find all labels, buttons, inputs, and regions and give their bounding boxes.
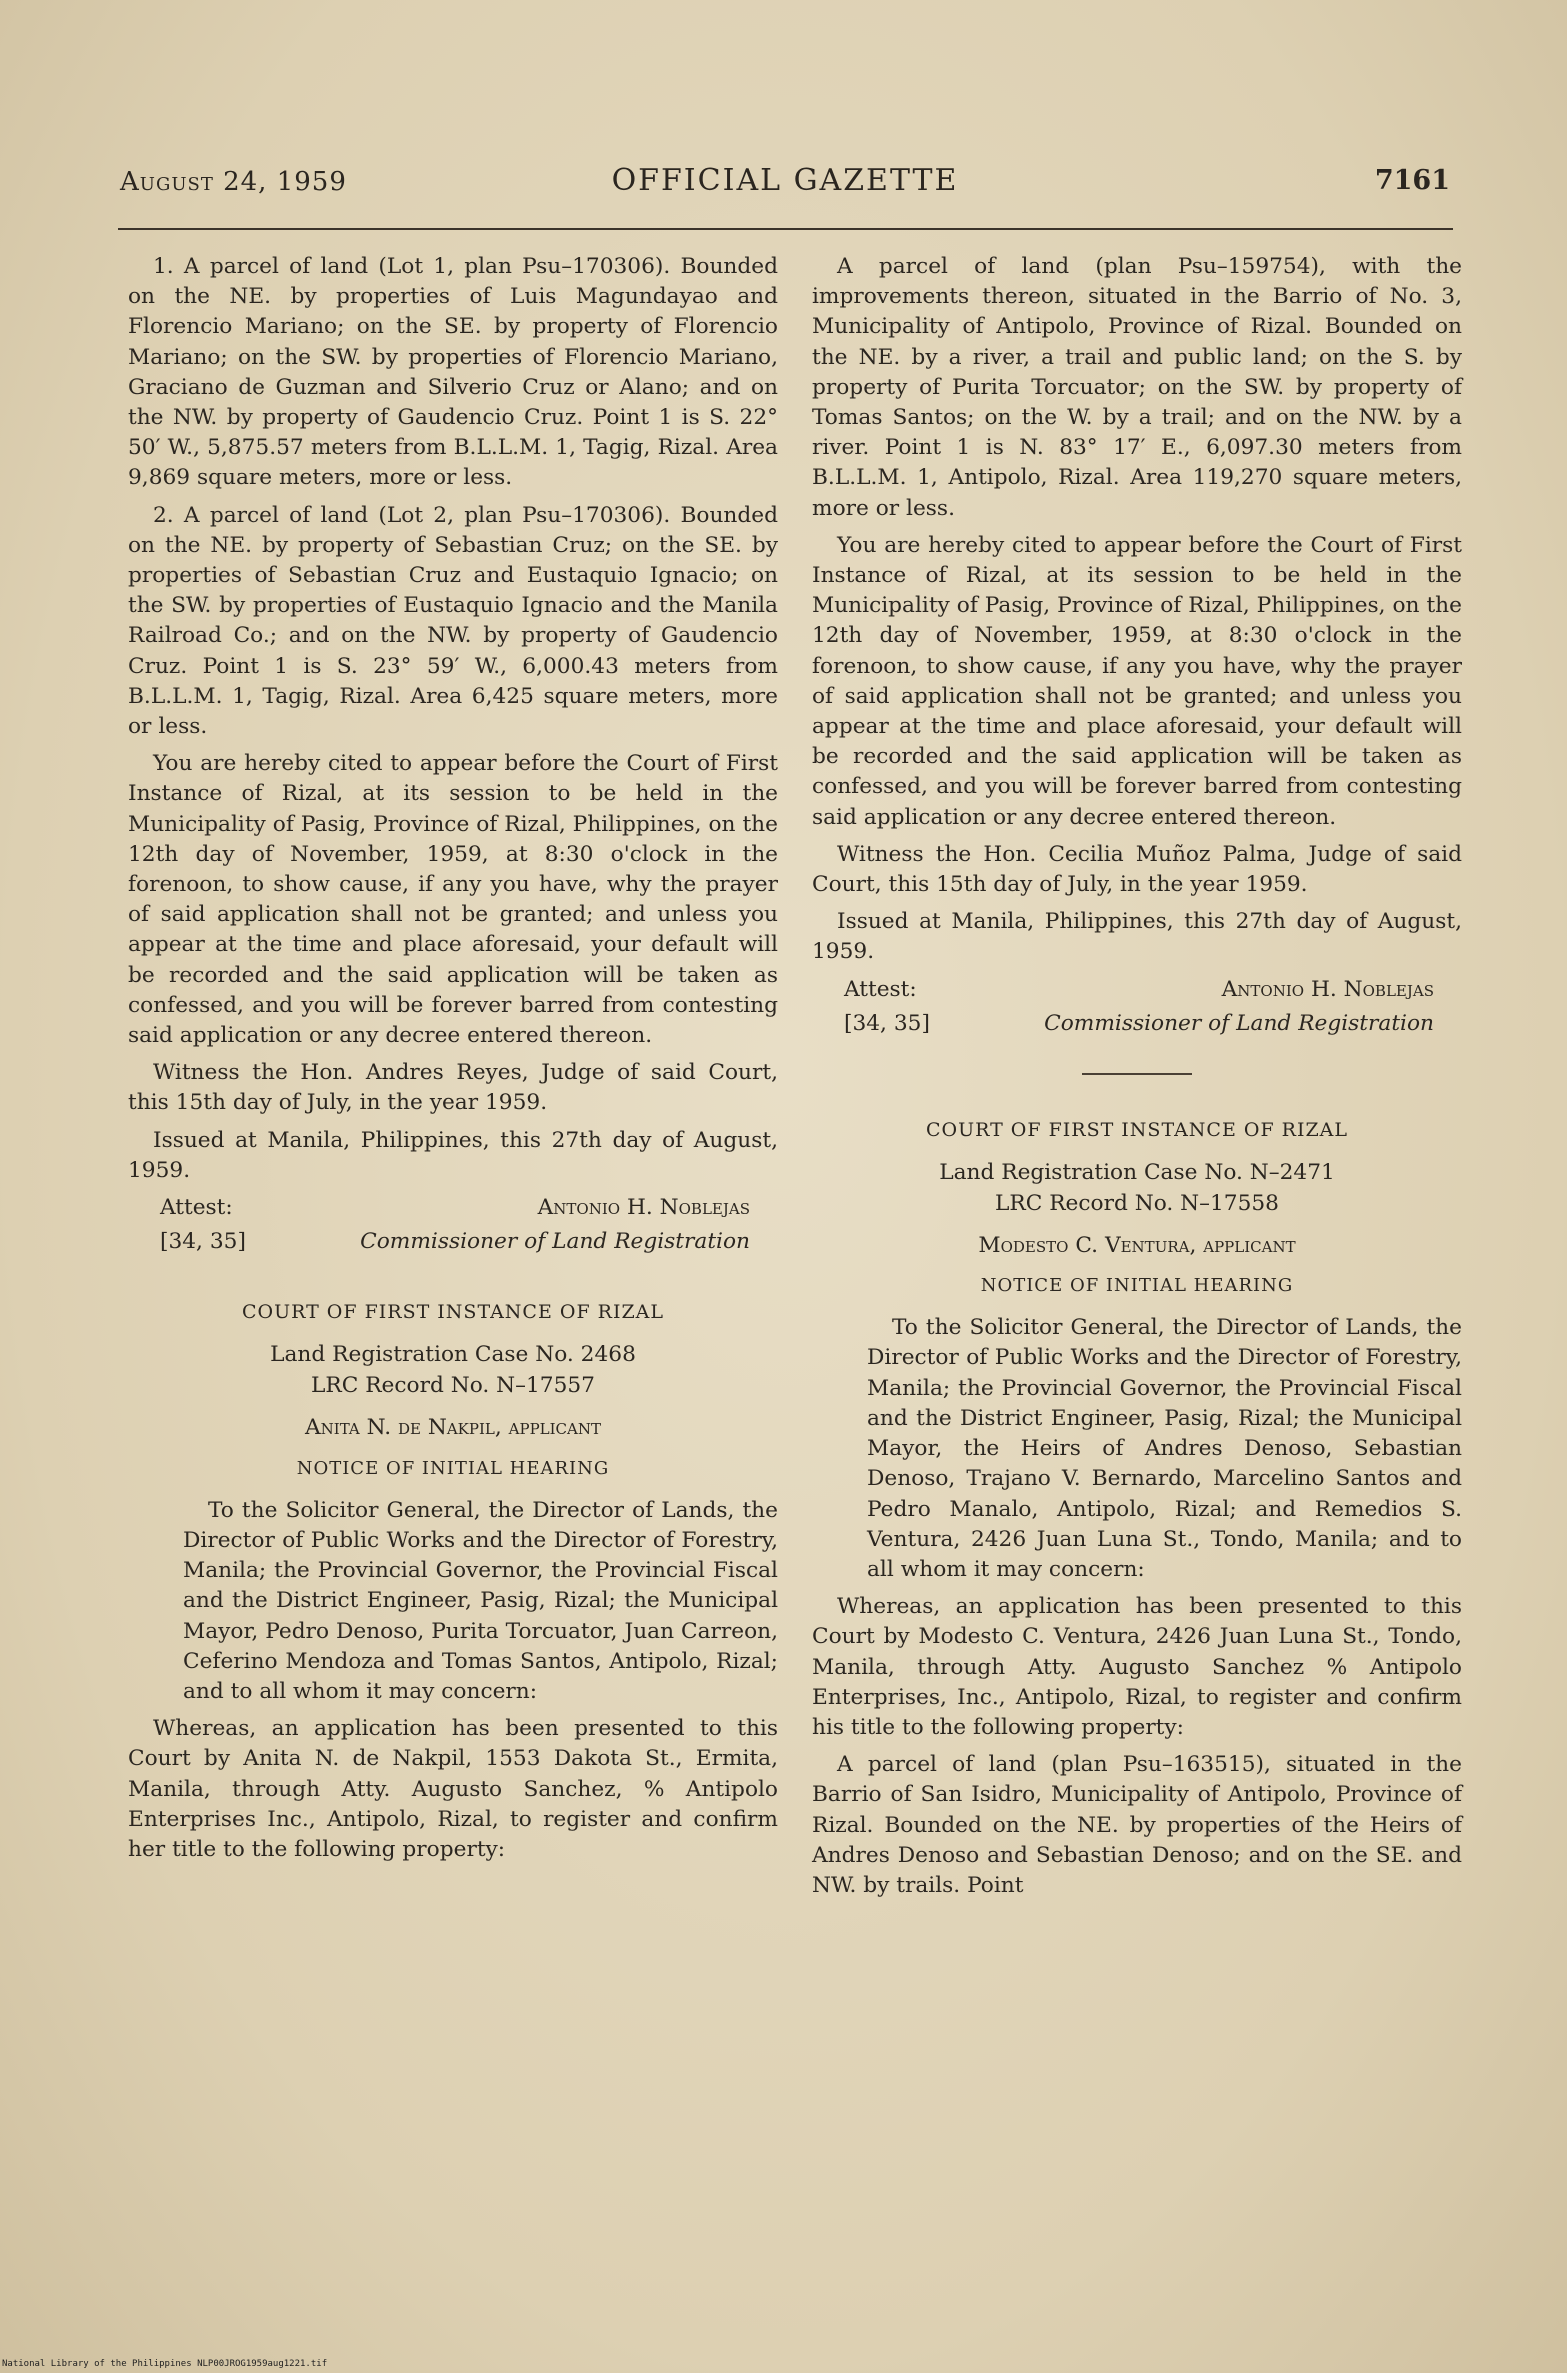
citation-paragraph: You are hereby cited to appear before the Court of First Instance of Rizal, at its session to be held in the Municipality of Pasig, Province of Rizal, Philippines, on the 12th day of November, 1959, at 8:30 o'clock in the forenoon, to show cause, if any you have, why the prayer of said application shall not be granted; and unless you appear at the time and place aforesaid, your default will be recorded and the said application will be taken as confessed, and you will be forever barred from contesting said application or any decree entered thereon. xyxy=(128,751,778,1049)
court-heading: COURT OF FIRST INSTANCE OF RIZAL xyxy=(241,1301,665,1324)
issue-ref: [34, 35] xyxy=(160,1229,246,1255)
notice-heading: NOTICE OF INITIAL HEARING xyxy=(296,1457,610,1479)
publication-title: OFFICIAL GAZETTE xyxy=(611,163,959,198)
issued-paragraph: Issued at Manila, Philippines, this 27th day of August, 1959. xyxy=(128,1127,778,1183)
court-heading: COURT OF FIRST INSTANCE OF RIZAL xyxy=(925,1118,1349,1141)
commissioner-name: Antonio H. Noblejas xyxy=(1221,976,1434,1002)
lrc-record: LRC Record No. N–17557 xyxy=(311,1373,595,1399)
applicant-line: Anita N. de Nakpil, applicant xyxy=(305,1415,601,1441)
witness-paragraph: Witness the Hon. Cecilia Muñoz Palma, Judge of said Court, this 15th day of July, in the year 1959. xyxy=(812,841,1462,898)
left-column xyxy=(128,252,778,1872)
commissioner-title: Commissioner of Land Registration xyxy=(1044,1010,1434,1036)
case-number: Land Registration Case No. 2468 xyxy=(270,1342,636,1368)
attest-block-2 xyxy=(128,1227,778,1257)
right-column xyxy=(812,252,1462,1908)
attest-block xyxy=(128,1193,778,1223)
applicant-line: Modesto C. Ventura, applicant xyxy=(978,1232,1296,1258)
lrc-record: LRC Record No. N–17558 xyxy=(995,1190,1279,1216)
attest-block-2 xyxy=(812,1009,1462,1039)
issued-paragraph: Issued at Manila, Philippines, this 27th day of August, 1959. xyxy=(812,909,1462,965)
scan-footer: National Library of the Philippines NLP00JROG1959aug1221.tif xyxy=(2,2359,328,2369)
attest-label: Attest: xyxy=(160,1195,233,1221)
witness-paragraph: Witness the Hon. Andres Reyes, Judge of said Court, this 15th day of July, in the year 1959. xyxy=(128,1060,778,1116)
lot-1-paragraph: 1. A parcel of land (Lot 1, plan Psu–170306). Bounded on the NE. by properties of Luis Magundayao and Florencio Mariano; on the SE. by property of Florencio Mariano; on the SW. by properties of Florencio Mariano, Graciano de Guzman and Silverio Cruz or Alano; and on the NW. by property of Gaudencio Cruz. Point 1 is S. 22° 50′ W., 5,875.57 meters from B.L.L.M. 1, Tagig, Rizal. Area 9,869 square meters, more or less. xyxy=(128,254,778,491)
page-number: 7161 xyxy=(1374,165,1450,196)
parcel-paragraph: A parcel of land (plan Psu–159754), with the improvements thereon, situated in the Barrio of No. 3, Municipality of Antipolo, Province of Rizal. Bounded on the NE. by a river, a trail and public land; on the S. by property of Purita Torcuator; on the SW. by property of Tomas Santos; on the W. by a trail; and on the NW. by a river. Point 1 is N. 83° 17′ E., 6,097.30 meters from B.L.L.M. 1, Antipolo, Rizal. Area 119,270 square meters, more or less. xyxy=(812,254,1462,521)
parcel-paragraph-2: A parcel of land (plan Psu–163515), situated in the Barrio of San Isidro, Municipality of Antipolo, Province of Rizal. Bounded on the NE. by properties of the Heirs of Andres Denoso and Sebastian Denoso; and on the SE. and NW. by trails. Point xyxy=(812,1752,1462,1898)
citation-paragraph: You are hereby cited to appear before the Court of First Instance of Rizal, at its session to be held in the Municipality of Pasig, Province of Rizal, Philippines, on the 12th day of November, 1959, at 8:30 o'clock in the forenoon, to show cause, if any you have, why the prayer of said application shall not be granted; and unless you appear at the time and place aforesaid, your default will be recorded and the said application will be taken as confessed, and you will be forever barred from contesting said application or any decree entered thereon. xyxy=(812,532,1462,830)
section-separator xyxy=(1082,1073,1192,1075)
issue-ref: [34, 35] xyxy=(844,1010,930,1036)
whereas-paragraph: Whereas, an application has been presented to this Court by Anita N. de Nakpil, 1553 Dakota St., Ermita, Manila, through Atty. Augusto Sanchez, % Antipolo Enterprises Inc., Antipolo, Rizal, to register and confirm her title to the following property: xyxy=(128,1716,778,1862)
attest-block xyxy=(812,975,1462,1005)
lot-2-paragraph: 2. A parcel of land (Lot 2, plan Psu–170306). Bounded on the NE. by property of Sebastian Cruz; on the SE. by properties of Sebastian Cruz and Eustaquio Ignacio; on the SW. by properties of Eustaquio Ignacio and the Manila Railroad Co.; and on the NW. by property of Gaudencio Cruz. Point 1 is S. 23° 59′ W., 6,000.43 meters from B.L.L.M. 1, Tagig, Rizal. Area 6,425 square meters, more or less. xyxy=(128,502,778,740)
case-number: Land Registration Case No. N–2471 xyxy=(939,1159,1335,1185)
addressees-paragraph: To the Solicitor General, the Director of Lands, the Director of Public Works and the Director of Forestry, Manila; the Provincial Governor, the Provincial Fiscal and the District Engineer, Pasig, Rizal; the Municipal Mayor, Pedro Denoso, Purita Torcuator, Juan Carreon, Ceferino Mendoza and Tomas Santos, Antipolo, Rizal; and to all whom it may concern: xyxy=(183,1497,778,1704)
issue-date: August 24, 1959 xyxy=(120,167,347,197)
page-header xyxy=(120,163,1450,203)
commissioner-name: Antonio H. Noblejas xyxy=(537,1195,750,1221)
commissioner-title: Commissioner of Land Registration xyxy=(360,1229,750,1255)
notice-heading: NOTICE OF INITIAL HEARING xyxy=(980,1275,1294,1297)
addressees-paragraph: To the Solicitor General, the Director of Lands, the Director of Public Works and the Director of Forestry, Manila; the Provincial Governor, the Provincial Fiscal and the District Engineer, Pasig, Rizal; the Municipal Mayor, the Heirs of Andres Denoso, Sebastian Denoso, Trajano V. Bernardo, Marcelino Santos and Pedro Manalo, Antipolo, Rizal; and Remedios S. Ventura, 2426 Juan Luna St., Tondo, Manila; and to all whom it may concern: xyxy=(867,1315,1462,1582)
header-rule xyxy=(118,228,1453,230)
attest-label: Attest: xyxy=(844,976,917,1002)
whereas-paragraph: Whereas, an application has been presented to this Court by Modesto C. Ventura, 2426 Juan Luna St., Tondo, Manila, through Atty. Augusto Sanchez % Antipolo Enterprises, Inc., Antipolo, Rizal, to register and confirm his title to the following property: xyxy=(812,1594,1462,1740)
